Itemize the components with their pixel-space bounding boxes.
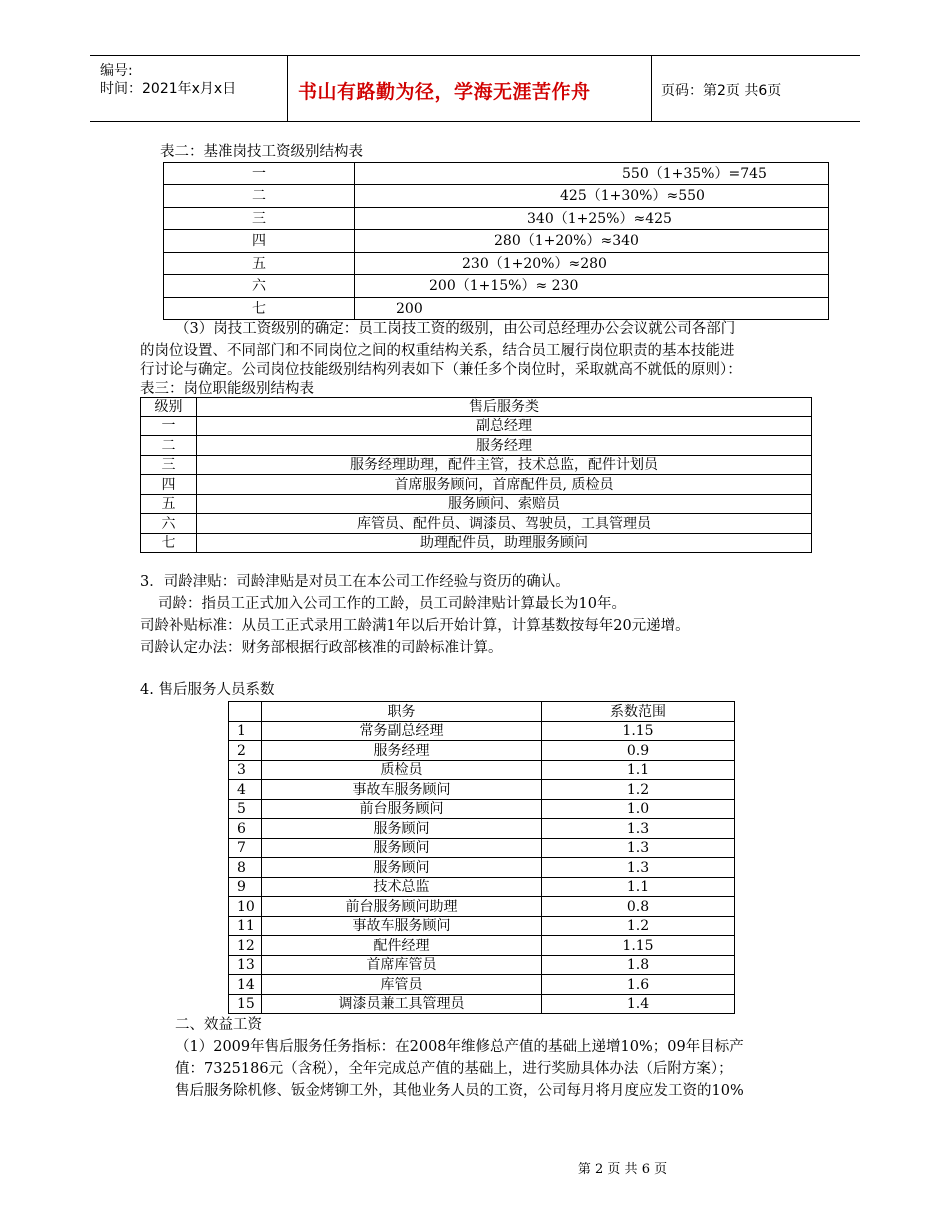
table2-formula-cell: 550（1+35%）=745	[355, 163, 829, 185]
serial-label: 编号:	[100, 63, 133, 79]
table2-formula-cell: 200	[355, 298, 829, 320]
table4-position-cell: 服务顾问	[262, 858, 542, 878]
table2-level-cell: 三	[164, 208, 355, 230]
table4-position-cell: 服务顾问	[262, 819, 542, 839]
table-row	[164, 253, 829, 275]
table3-roles-cell: 库管员、配件员、调漆员、驾驶员，工具管理员	[197, 514, 812, 534]
table4-no-cell: 10	[229, 897, 262, 917]
table4-header-no	[229, 702, 262, 722]
bonus-line2: 值：7325186元（含税），全年完成总产值的基础上，进行奖励具体办法（后附方案）；	[175, 1061, 733, 1077]
motto-text: 书山有路勤为径，学海无涯苦作舟	[298, 81, 591, 103]
table-row	[141, 456, 812, 475]
table-row	[164, 298, 829, 320]
table4-coef-cell: 1.15	[542, 936, 735, 956]
table4-coef-cell: 1.3	[542, 858, 735, 878]
table4-position-cell: 库管员	[262, 975, 542, 995]
table4-position-cell: 调漆员兼工具管理员	[262, 995, 542, 1014]
table4-no-cell: 11	[229, 917, 262, 936]
table4-caption: 4. 售后服务人员系数	[140, 682, 275, 698]
header-divider-left	[287, 55, 288, 121]
table2-caption: 表二：基准岗技工资级别结构表	[160, 144, 363, 160]
table4-no-cell: 3	[229, 761, 262, 780]
table2-level-cell: 五	[164, 253, 355, 275]
table4-coef-cell: 1.2	[542, 917, 735, 936]
table2-formula-cell: 340（1+25%）≈425	[355, 208, 829, 230]
table3-caption: 表三：岗位职能级别结构表	[140, 381, 314, 397]
table-row	[229, 975, 735, 995]
table3-level-cell: 四	[141, 475, 197, 495]
table3-header-level: 级别	[141, 398, 197, 417]
table4-no-cell: 14	[229, 975, 262, 995]
table4-position-cell: 配件经理	[262, 936, 542, 956]
table4-no-cell: 7	[229, 839, 262, 858]
table4-no-cell: 1	[229, 722, 262, 741]
table3-level-cell: 六	[141, 514, 197, 534]
table-row	[229, 722, 735, 741]
table4-no-cell: 8	[229, 858, 262, 878]
table4-no-cell: 6	[229, 819, 262, 839]
header-bottom-rule	[90, 121, 860, 122]
table4-coef-cell: 1.1	[542, 878, 735, 897]
header-top-rule	[90, 55, 860, 56]
page-footer: 第 2 页 共 6 页	[577, 1162, 668, 1177]
table-row	[164, 275, 829, 298]
table4-grid	[228, 701, 735, 1014]
table-row	[141, 495, 812, 514]
table2-level-cell: 四	[164, 230, 355, 253]
table4-header-position: 职务	[262, 702, 542, 722]
table3-roles-cell: 服务顾问、索赔员	[197, 495, 812, 514]
table4-coef-cell: 1.8	[542, 956, 735, 975]
table4-no-cell: 13	[229, 956, 262, 975]
table4-position-cell: 事故车服务顾问	[262, 780, 542, 800]
bonus-line3: 售后服务除机修、钣金烤铆工外，其他业务人员的工资，公司每月将月度应发工资的10%	[175, 1083, 744, 1099]
seniority-line2: 司龄：指员工正式加入公司工作的工龄，员工司龄津贴计算最长为10年。	[158, 596, 626, 612]
table-row	[229, 878, 735, 897]
table-row	[141, 475, 812, 495]
table2-level-cell: 一	[164, 163, 355, 185]
seniority-line3: 司龄补贴标准：从员工正式录用工龄满1年以后开始计算，计算基数按每年20元递增。	[140, 618, 690, 634]
table4-coef-cell: 1.0	[542, 800, 735, 819]
table-row	[229, 897, 735, 917]
table-row	[229, 956, 735, 975]
table2-formula-cell: 280（1+20%）≈340	[355, 230, 829, 253]
table3-level-cell: 五	[141, 495, 197, 514]
table-row	[141, 417, 812, 436]
section3-line1: （3）岗技工资级别的确定：员工岗技工资的级别，由公司总经理办公会议就公司各部门	[175, 321, 736, 337]
table4-position-cell: 前台服务顾问	[262, 800, 542, 819]
table4-no-cell: 5	[229, 800, 262, 819]
table-row	[141, 534, 812, 553]
table2-level-cell: 七	[164, 298, 355, 320]
seniority-line1: 3．司龄津贴：司龄津贴是对员工在本公司工作经验与资历的确认。	[140, 574, 570, 590]
table4-position-cell: 首席库管员	[262, 956, 542, 975]
table4-no-cell: 12	[229, 936, 262, 956]
table4-position-cell: 技术总监	[262, 878, 542, 897]
table4-coef-cell: 1.15	[542, 722, 735, 741]
table3-grid	[140, 397, 812, 553]
table3-roles-cell: 助理配件员，助理服务顾问	[197, 534, 812, 553]
table2-formula-cell: 425（1+30%）≈550	[355, 185, 829, 208]
table4-no-cell: 9	[229, 878, 262, 897]
section3-line3: 行讨论与确定。公司岗位技能级别结构列表如下（兼任多个岗位时，采取就高不就低的原则）：	[140, 362, 742, 378]
table3-roles-cell: 副总经理	[197, 417, 812, 436]
table3-header-category: 售后服务类	[197, 398, 812, 417]
table3-level-cell: 二	[141, 436, 197, 456]
table4-coef-cell: 1.6	[542, 975, 735, 995]
table-row	[164, 230, 829, 253]
table-row	[164, 208, 829, 230]
table2-grid	[163, 162, 829, 320]
bonus-title: 二、效益工资	[175, 1017, 262, 1033]
table-row	[229, 800, 735, 819]
table-row	[229, 761, 735, 780]
table4-position-cell: 前台服务顾问助理	[262, 897, 542, 917]
table-row	[141, 514, 812, 534]
table4-coef-cell: 0.9	[542, 741, 735, 761]
table2-formula-cell: 230（1+20%）≈280	[355, 253, 829, 275]
section3-line2: 的岗位设置、不同部门和不同岗位之间的权重结构关系，结合员工履行岗位职责的基本技能进	[140, 343, 735, 359]
table-row	[141, 436, 812, 456]
table-row	[141, 398, 812, 417]
table-row	[229, 995, 735, 1014]
header-divider-right	[651, 55, 652, 121]
table-row	[164, 163, 829, 185]
table-row	[229, 741, 735, 761]
seniority-line4: 司龄认定办法：财务部根据行政部核准的司龄标准计算。	[140, 640, 503, 656]
table4-coef-cell: 1.3	[542, 819, 735, 839]
table4-position-cell: 事故车服务顾问	[262, 917, 542, 936]
table-row	[229, 917, 735, 936]
table-row	[229, 936, 735, 956]
table4-header-coef: 系数范围	[542, 702, 735, 722]
table-row	[164, 185, 829, 208]
table-row	[229, 858, 735, 878]
page-info: 页码：第2页 共6页	[661, 83, 782, 99]
table-row	[229, 839, 735, 858]
table3-roles-cell: 首席服务顾问，首席配件员, 质检员	[197, 475, 812, 495]
table4-coef-cell: 1.4	[542, 995, 735, 1014]
table4-coef-cell: 1.1	[542, 761, 735, 780]
table3-roles-cell: 服务经理	[197, 436, 812, 456]
table2-level-cell: 二	[164, 185, 355, 208]
table4-position-cell: 服务经理	[262, 741, 542, 761]
table4-position-cell: 服务顾问	[262, 839, 542, 858]
table3-level-cell: 七	[141, 534, 197, 553]
table4-coef-cell: 1.2	[542, 780, 735, 800]
table3-level-cell: 三	[141, 456, 197, 475]
table3-level-cell: 一	[141, 417, 197, 436]
table4-no-cell: 2	[229, 741, 262, 761]
bonus-line1: （1）2009年售后服务任务指标：在2008年维修总产值的基础上递增10%；09年目标产	[175, 1039, 744, 1055]
table4-position-cell: 常务副总经理	[262, 722, 542, 741]
table4-no-cell: 4	[229, 780, 262, 800]
table-row	[229, 780, 735, 800]
time-label: 时间：2021年x月x日	[100, 81, 237, 97]
table4-no-cell: 15	[229, 995, 262, 1014]
table2-level-cell: 六	[164, 275, 355, 298]
table4-coef-cell: 1.3	[542, 839, 735, 858]
table2-formula-cell: 200（1+15%）≈ 230	[355, 275, 829, 298]
table3-roles-cell: 服务经理助理，配件主管，技术总监，配件计划员	[197, 456, 812, 475]
table-row	[229, 819, 735, 839]
table-row	[229, 702, 735, 722]
table4-position-cell: 质检员	[262, 761, 542, 780]
table4-coef-cell: 0.8	[542, 897, 735, 917]
